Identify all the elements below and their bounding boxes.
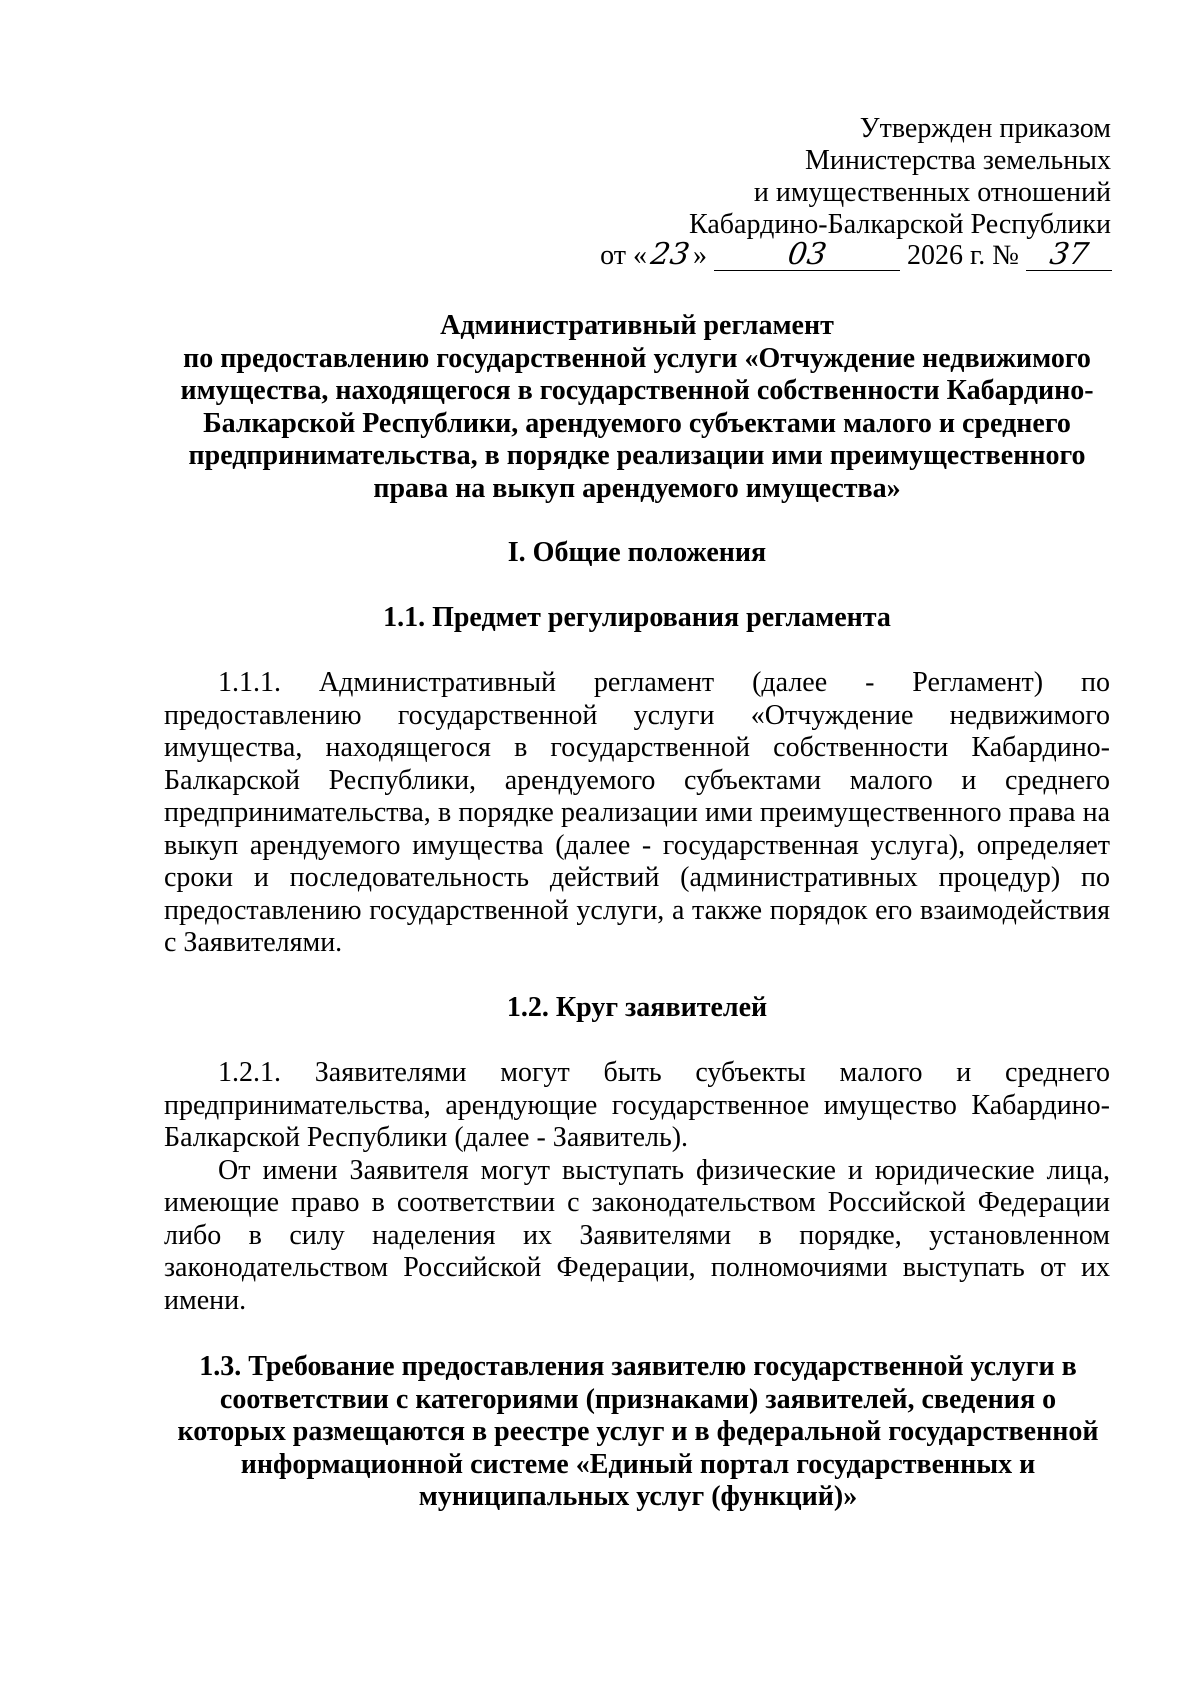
approval-line: Утвержден приказом (859, 113, 1111, 144)
date-mid: » (692, 240, 707, 271)
paragraph-1-2-2: От имени Заявителя могут выступать физические и юридические лица, имеющие право в соответствии с законодательством Российской Федерации либо в силу наделения их Заявителями в порядке, установленном законодательством Российской Федерации, полномочиями выступать от их имени. (164, 1154, 1110, 1316)
year-label: 2026 г. № (906, 240, 1019, 271)
handwritten-month: 03 (785, 237, 829, 272)
month-field (714, 237, 900, 272)
title-line: Балкарской Республики, арендуемого субъектами малого и среднего (203, 407, 1071, 439)
date-prefix: от « (600, 240, 647, 271)
heading-line: муниципальных услуг (функций)» (418, 1481, 858, 1512)
subsection-heading-1-1: 1.1. Предмет регулирования регламента (383, 602, 891, 633)
title-line: имущества, находящегося в государственной собственности Кабардино- (180, 375, 1094, 406)
handwritten-number: 37 (1047, 237, 1091, 272)
approval-line: и имущественных отношений (753, 177, 1111, 208)
number-field (1026, 237, 1112, 272)
paragraph-1-2-1: 1.2.1. Заявителями могут быть субъекты малого и среднего предпринимательства, арендующие государственное имущество Кабардино-Балкарской Республики (далее - Заявитель). (164, 1057, 1110, 1153)
title-line: права на выкуп арендуемого имущества» (373, 472, 901, 504)
heading-line: соответствии с категориями (признаками) заявителей, сведения о (219, 1383, 1057, 1415)
approval-line: Министерства земельных (804, 145, 1111, 176)
approval-line: Кабардино-Балкарской Республики (689, 209, 1111, 240)
day-field (647, 237, 693, 272)
handwritten-day: 23 (648, 237, 692, 272)
section-heading-general: I. Общие положения (507, 537, 767, 568)
heading-line: 1.3. Требование предоставления заявителю государственной услуги в (199, 1351, 1077, 1382)
title-line: предпринимательства, в порядке реализации ими преимущественного (188, 440, 1086, 471)
paragraphs-1-2-wrapper (164, 1057, 1110, 1317)
subsection-heading-1-2: 1.2. Круг заявителей (506, 992, 768, 1023)
heading-line: информационной системе «Единый портал государственных и (240, 1448, 1036, 1480)
document-title (164, 310, 1110, 505)
approval-stamp-block (689, 113, 1111, 241)
heading-line: которых размещаются в реестре услуг и в федеральной государственной (177, 1416, 1099, 1447)
paragraph-1-1-1: 1.1.1. Административный регламент (далее - Регламент) по предоставлению государственной услуги «Отчуждение недвижимого имущества, находящегося в государственной собственности Кабардино-Балкарской Республики, арендуемого субъектами малого и среднего предпринимательства, в порядке реализации ими преимущественного права на выкуп арендуемого имущества (далее - государственная услуга), определяет сроки и последовательность действий (административных процедур) по предоставлению государственной услуги, а также порядок его взаимодействия с Заявителями. (164, 667, 1110, 958)
order-date-line (600, 237, 1112, 272)
paragraph-1-1-1-wrapper (164, 667, 1110, 960)
subsection-heading-1-3 (160, 1351, 1116, 1514)
title-line: Административный регламент (440, 310, 834, 341)
title-line: по предоставлению государственной услуги «Отчуждение недвижимого (183, 342, 1091, 374)
